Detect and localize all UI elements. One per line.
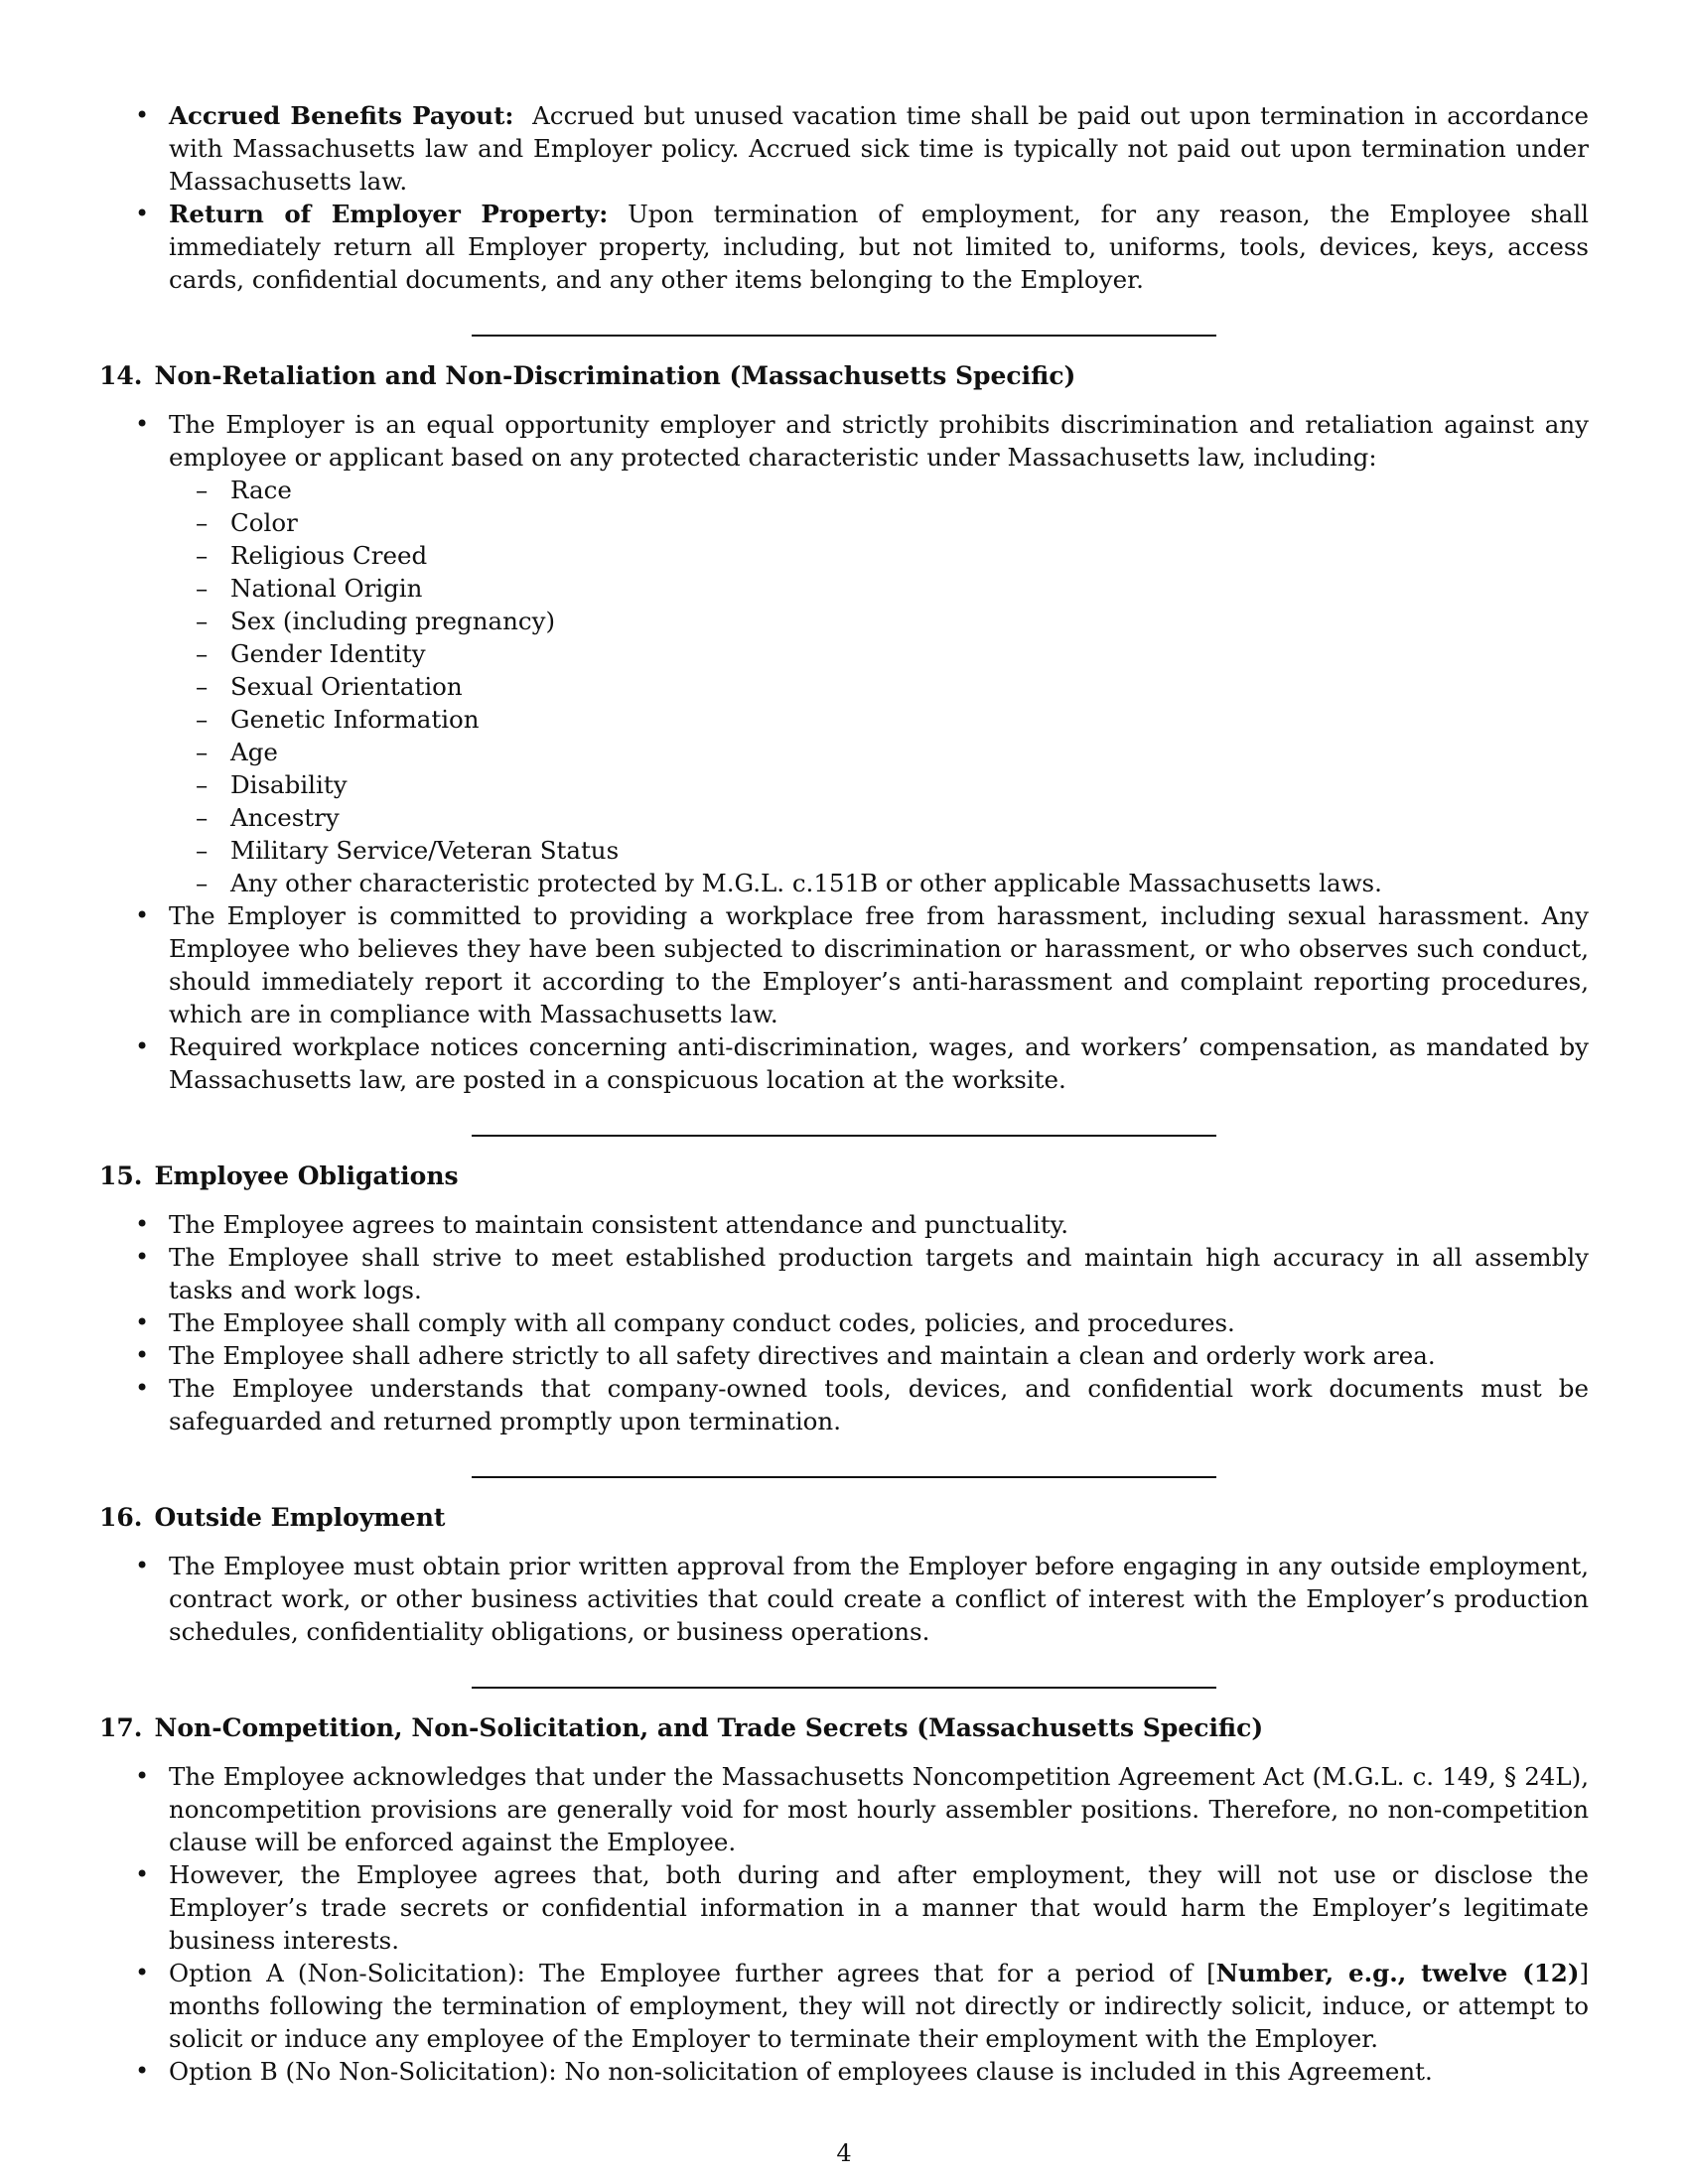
section-divider — [472, 1135, 1216, 1137]
bullet-text: Accrued but unused vacation time shall be paid out upon termination in accordance with Massachusetts law and Employer policy. Accrued sick time is typically not paid out upon termination under Massachusetts law. — [169, 101, 1589, 196]
list-item: – Disability — [196, 770, 348, 799]
list-item: • Option B (No Non-Solicitation): No non-solicitation of employees clause is included in this Agreement. — [135, 2057, 1433, 2086]
section-divider — [472, 1687, 1216, 1689]
list-item: – Sexual Orientation — [196, 672, 463, 701]
bullet-icon: • — [135, 1308, 150, 1336]
document-page — [99, 99, 1589, 2088]
list-item: • However, the Employee agrees that, both during and after employment, they will not use or disclose the Employer’s trade secrets or confidential information in a manner that would harm the Employer’s legitimate business interests. — [135, 1860, 1589, 1955]
bullet-icon: • — [135, 901, 150, 929]
list-item — [99, 1030, 1589, 1096]
section-16-list — [99, 1550, 1589, 1648]
bullet-icon: • — [135, 1860, 150, 1888]
bullet-label: Accrued Benefits Payout: — [169, 101, 514, 130]
list-item: • The Employee agrees to maintain consistent attendance and punctuality. — [135, 1210, 1069, 1239]
bullet-icon: • — [135, 410, 150, 438]
list-item: – Race — [196, 476, 292, 504]
list-item: • The Employee shall strive to meet established production targets and maintain high accuracy in all assembly tasks and work logs. — [135, 1243, 1589, 1304]
list-item — [99, 408, 1589, 899]
bullet-icon: • — [135, 1210, 150, 1238]
list-item — [99, 899, 1589, 1030]
bullet-icon: • — [135, 101, 150, 129]
section-17-list — [99, 1760, 1589, 2088]
section-heading: 16. Outside Employment — [99, 1503, 446, 1532]
bullet-text: Required workplace notices concerning anti-discrimination, wages, and workers’ compensation, as mandated by Massachusetts law, are posted in a conspicuous location at the worksite. — [169, 1032, 1589, 1094]
list-item — [99, 99, 1589, 198]
list-item: • The Employee acknowledges that under the Massachusetts Noncompetition Agreement Act (M.G.L. c. 149, § 24L), noncompetition provisions are generally void for most hourly assembler positions. Therefore, no non-competition clause will be enforced against the Employee. — [135, 1762, 1589, 1856]
list-item: – Any other characteristic protected by M.G.L. c.151B or other applicable Massachusetts laws. — [196, 869, 1382, 897]
list-item: • The Employee shall comply with all company conduct codes, policies, and procedures. — [135, 1308, 1235, 1337]
list-item: – National Origin — [196, 574, 423, 603]
list-item: – Ancestry — [196, 803, 340, 832]
bullet-icon: • — [135, 1032, 150, 1060]
list-item: – Religious Creed — [196, 541, 428, 570]
bullet-text: The Employer is an equal opportunity employer and strictly prohibits discrimination and retaliation against any employee or applicant based on any protected characteristic under Massachusetts law, including: — [169, 410, 1589, 472]
list-item: – Military Service/Veteran Status — [196, 836, 620, 865]
list-item: • The Employee understands that company-owned tools, devices, and confidential work documents must be safeguarded and returned promptly upon termination. — [135, 1374, 1589, 1435]
bullet-label: Return of Employer Property: — [169, 200, 609, 228]
bullet-icon: • — [135, 200, 150, 227]
bullet-icon: • — [135, 1341, 150, 1369]
termination-bullets — [99, 99, 1589, 296]
list-item: – Gender Identity — [196, 639, 426, 668]
bullet-text: The Employer is committed to providing a workplace free from harassment, including sexual harassment. Any Employee who believes they have been subjected to discrimination or harassment, or who observes such conduct, should immediately report it according to the Employer’s anti-harassment and complaint reporting procedures, which are in compliance with Massachusetts law. — [169, 901, 1589, 1028]
list-item: • The Employee shall adhere strictly to all safety directives and maintain a clean and orderly work area. — [135, 1341, 1436, 1370]
section-15-list — [99, 1208, 1589, 1437]
placeholder-number: Number, e.g., twelve (12) — [1215, 1959, 1580, 1987]
section-heading: 17. Non-Competition, Non-Solicitation, and Trade Secrets (Massachusetts Specific) — [99, 1713, 1264, 1742]
section-heading: 15. Employee Obligations — [99, 1161, 459, 1190]
protected-characteristics-list — [169, 474, 1589, 899]
section-heading: 14. Non-Retaliation and Non-Discrimination (Massachusetts Specific) — [99, 361, 1076, 390]
bullet-icon: • — [135, 1959, 150, 1986]
list-item: • The Employee must obtain prior written approval from the Employer before engaging in any outside employment, contract work, or other business activities that could create a conflict of interest with the Employer’s production schedules, confidentiality obligations, or business operations. — [135, 1552, 1589, 1646]
list-item: – Color — [196, 508, 298, 537]
list-item: – Genetic Information — [196, 705, 480, 734]
bullet-icon: • — [135, 2057, 150, 2085]
bullet-icon: • — [135, 1243, 150, 1271]
section-divider — [472, 1476, 1216, 1478]
section-divider — [472, 335, 1216, 337]
bullet-text: Upon termination of employment, for any reason, the Employee shall immediately return all Employer property, including, but not limited to, uniforms, tools, devices, keys, access cards, confidential documents, and any other items belonging to the Employer. — [169, 200, 1589, 294]
page-number: 4 — [836, 2139, 852, 2167]
section-14-list — [99, 408, 1589, 1096]
bullet-icon: • — [135, 1374, 150, 1402]
list-item — [99, 198, 1589, 296]
bullet-icon: • — [135, 1552, 150, 1579]
list-item: • Option A (Non-Solicitation): The Employee further agrees that for a period of [Number, e.g., twelve (12)] months following the termination of employment, they will not directly or indirectly solicit, induce, or attempt to solicit or induce any employee of the Employer to terminate their employment with the Employer. — [135, 1959, 1590, 2053]
bullet-icon: • — [135, 1762, 150, 1790]
list-item: – Sex (including pregnancy) — [196, 607, 556, 635]
list-item: – Age — [196, 738, 278, 766]
